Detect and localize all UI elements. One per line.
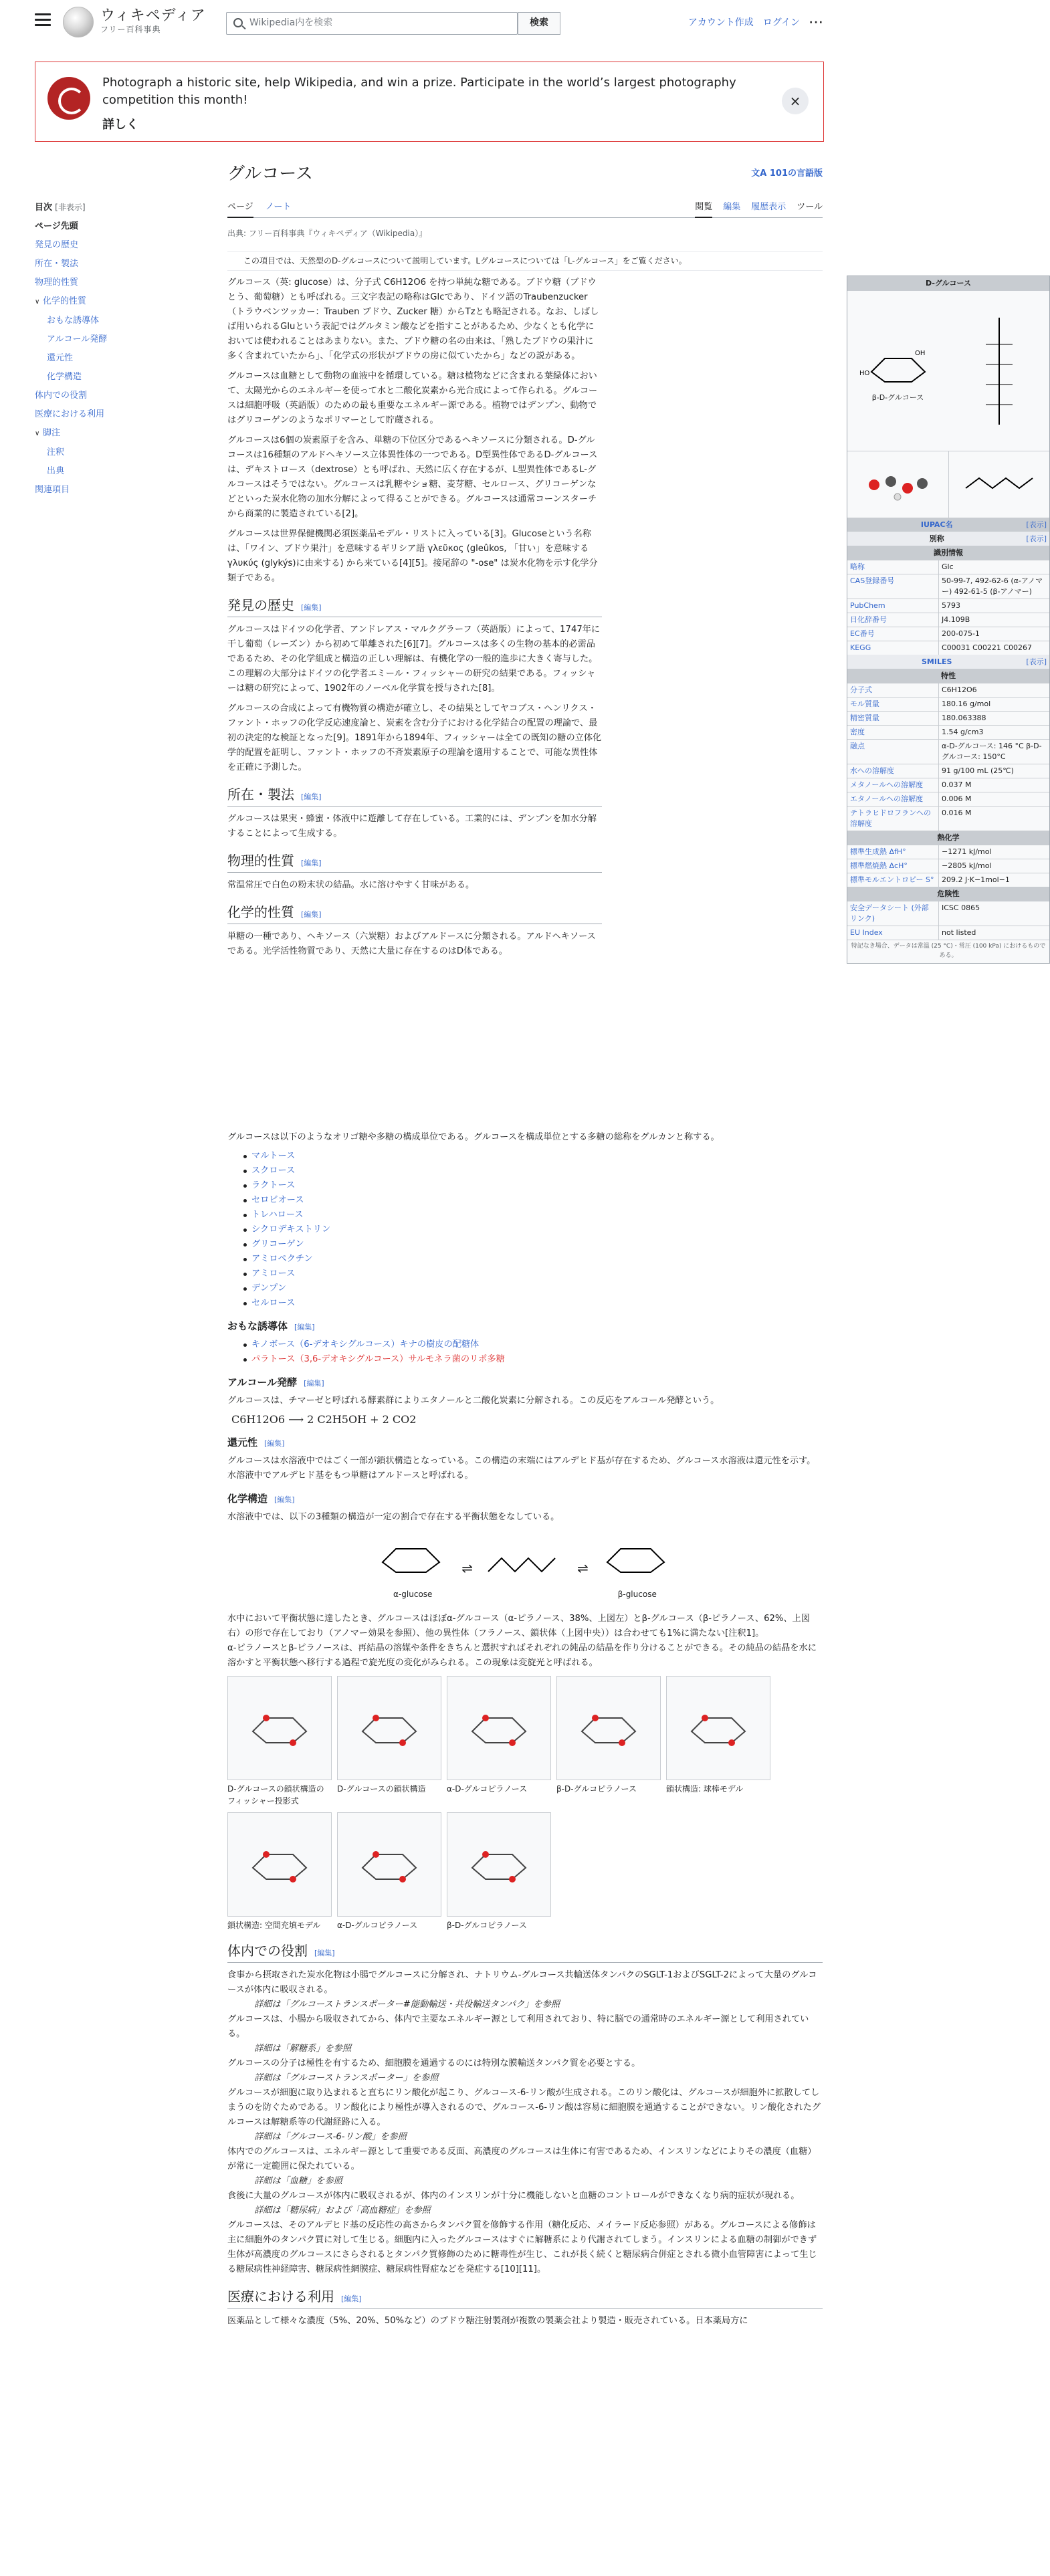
derivative-item[interactable]: キノボース（6-デオキシグルコース）キナの樹皮の配糖体 [241,1337,823,1352]
gallery-caption: 鎖状構造: 球棒モデル [666,1784,744,1794]
haworth-image[interactable] [847,291,948,451]
paragraph: 単糖の一種であり、ヘキソース（六炭糖）およびアルドースに分類される。アルドヘキソースである。光学活性物質であり、天然に大量に存在するのはD体である。 [227,932,596,956]
edit-link[interactable]: [編集] [264,1439,285,1448]
section-heading: 所在・製法 [編集] [227,787,602,807]
hatnote: この項目では、天然型のD-グルコースについて説明しています。Lグルコースについては「L-グルコース」をご覧ください。 [227,251,823,271]
paragraph: 水中において平衡状態に達したとき、グルコースはほぼα-グルコース（α-ピラノース、38%、上図左）とβ-グルコース（β-ピラノース、62%、上図右）の形で存在しており（アノマー効果を参照）、他の異性体（フラノース、鎖状体（上図中央））は合わせても1%に満たない[注釈1]。 [227,1614,810,1638]
infobox-value: C6H12O6 [938,683,1049,697]
section-heading: 医療における利用 [編集] [227,2289,823,2309]
paragraph: グルコース（英: glucose）は、分子式 C6H12O6 を持つ単純な糖である。ブドウ糖（ブドウとう、葡萄糖）とも呼ばれる。三文字表記の略称はGlcであり、ドイツ語のTraubenzucker（トラウベンツッカー：Trauben ブドウ、Zucker 糖）からTzとも略記される。なお、しばしば用いられるGluという表記ではグルタミン酸などを指すことがあるため、少なくとも化学においては使われることはあまりない。また、ブドウ糖の名の由来は、「熟したブドウの果汁に多く含まれていたから」、「化学式の形状がブドウの房に似ていたから」などの説がある。 [227,278,599,361]
other-names-row: 別称 [表示] [847,532,1049,546]
list-item[interactable]: トレハロース [241,1208,823,1222]
list-item[interactable]: シクロデキストリン [241,1222,823,1237]
section-heading: 物理的性質 [編集] [227,853,602,873]
toc-item[interactable] [35,443,195,462]
section-heading: 発見の歴史 [編集] [227,598,602,617]
paragraph: グルコースは果実・蜂蜜・体液中に遊離して存在している。工業的には、デンプンを加水分解することによって生成する。 [227,814,597,839]
toc-item[interactable] [35,349,195,368]
create-account-link[interactable]: アカウント作成 [688,17,754,28]
subsection-heading: 化学構造 [編集] [227,1493,295,1505]
infobox-row [847,560,1049,574]
infobox-value: 50-99-7, 492-62-6 (α-アノマー) 492-61-5 (β-アノマー) [938,574,1049,599]
table-of-contents [35,198,195,500]
infobox-row [847,725,1049,739]
paragraph: 食事から摂取された炭水化物は小腸でグルコースに分解され、ナトリウム-グルコース共輸送体タンパクのSGLT-1およびSGLT-2によって大量のグルコースが体内に吸収される。 [227,1970,817,1995]
gallery-caption: α-D-グルコピラノース [337,1921,418,1930]
infobox-value: not listed [938,926,1049,940]
toc-hide-link[interactable]: [非表示] [55,203,86,212]
site-header [0,0,859,45]
toc-item[interactable] [35,368,195,387]
tab-read[interactable]: 閲覧 [695,201,712,218]
gallery-caption: 鎖状構造: 空間充填モデル [227,1921,321,1930]
toc-item-label: 化学構造 [47,372,82,382]
identifiers-header: 識別情報 [847,546,1049,560]
infobox-value: Glc [938,560,1049,574]
subsection-heading: アルコール発酵 [編集] [227,1376,324,1388]
see-also-note: 詳細は「解糖系」を参照 [254,2044,352,2054]
infobox-row [847,697,1049,711]
infobox-key[interactable]: 標準生成熱 ΔfH° [850,847,906,857]
infobox-key[interactable]: 密度 [850,728,865,737]
search-icon [233,18,243,27]
infobox-row [847,599,1049,613]
gallery-caption: β-D-グルコピラノース [447,1921,527,1930]
infobox-value: ICSC 0865 [938,901,1049,926]
infobox-row [847,764,1049,778]
infobox-value: 200-075-1 [938,627,1049,641]
toc-item[interactable] [35,481,195,500]
toc-item[interactable] [35,330,195,349]
infobox-key[interactable]: PubChem [850,601,885,611]
user-links [688,16,824,31]
list-item[interactable]: グリコーゲン [241,1237,823,1252]
paragraph: グルコースは、そのアルデヒド基の反応性の高さからタンパク質を修飾する作用（糖化反応、メイラード反応参照）がある。グルコースによる修飾は主に細胞外のタンパク質に対して生じる。細胞内に入ったグルコースはすぐに解糖系により代謝されてしまう。インスリンによる血糖の制御ができず生体が高濃度のグルコースにさらされるとタンパク質修飾のために糖毒性が生じ、これが長く続くと糖尿病合併症とされる微小血管障害によって生じる糖尿病性神経障害、糖尿病性網膜症、糖尿病性腎症などを発症する[10][11]。 [227,2220,817,2274]
infobox-value: α-D-グルコース: 146 °C β-D-グルコース: 150°C [938,740,1049,764]
infobox-value: 1.54 g/cm3 [938,726,1049,739]
toc-item-label: 所在・製法 [35,259,79,269]
properties-header: 特性 [847,669,1049,683]
toc-item[interactable] [35,236,195,255]
edit-link[interactable]: [編集] [301,792,322,801]
toc-item[interactable] [35,405,195,424]
language-button[interactable]: 文A 101の言語版 [751,169,823,179]
see-also-note: 詳細は「グルコース-6-リン酸」を参照 [254,2132,407,2142]
infobox-key[interactable]: テトラヒドロフランへの溶解度 [850,809,931,829]
edit-link[interactable]: [編集] [274,1495,295,1504]
molecule-image[interactable] [337,1676,441,1780]
section-heading: 体内での役割 [編集] [227,1943,823,1963]
paragraph: グルコースは6個の炭素原子を含み、単糖の下位区分であるヘキソースに分類される。D-グルコースは16種類のアルドヘキソース立体異性体の一つである。D型異性体であるD-グルコースは、デキストロース（dextrose）とも呼ばれ、天然に広く存在するが、L型異性体であるL-グルコースはそうではない。グルコースは乳糖やショ糖、麦芽糖、セルロース、グリコーゲンなどといった炭水化物の加水分解によって得ることができる。グルコースは通常コーンスターチから商業的に製造されている[2]。 [227,435,598,519]
infobox [847,276,1050,964]
gallery-item[interactable] [666,1676,770,1807]
beta-label: β-glucose [617,1589,657,1599]
molecule-image[interactable] [447,1812,551,1917]
fermentation-equation: C6H12O6 ⟶ 2 C2H5OH + 2 CO2 [231,1413,417,1426]
toc-item[interactable] [35,217,195,236]
subsection-heading: 還元性 [編集] [227,1436,285,1448]
edit-link[interactable]: [編集] [301,859,322,867]
tab-tools[interactable]: ツール [797,202,823,212]
toc-item[interactable] [35,312,195,330]
infobox-row [847,778,1049,792]
toc-item-label: ページ先頭 [35,221,78,231]
toc-toggle-icon[interactable]: ∨ [35,298,40,306]
toc-item-label: 注釈 [47,447,65,457]
infobox-key[interactable]: CAS登録番号 [850,576,895,586]
toc-item-label: 出典 [47,466,65,476]
infobox-value: J4.109B [938,613,1049,627]
infobox-key[interactable]: モル質量 [850,700,879,709]
list-item[interactable]: アミロペクチン [241,1252,823,1267]
list-item[interactable]: セロビオース [241,1193,823,1208]
tab-page[interactable]: ページ [227,201,253,218]
iupac-row: IUPAC名 [表示] [847,518,1049,532]
source-line: 出典: フリー百科事典『ウィキペディア（Wikipedia）』 [227,229,427,238]
list-item[interactable]: スクロース [241,1164,823,1178]
infobox-value: 0.037 M [938,778,1049,792]
infobox-row [847,627,1049,641]
equilibrium-image[interactable]: α-glucose ⇌ ⇌ β-glucose [227,1525,823,1612]
infobox-row [847,739,1049,764]
search-placeholder: Wikipedia内を検索 [249,17,333,29]
infobox-row [847,806,1049,831]
infobox-row [847,711,1049,725]
banner-text: Photograph a historic site, help Wikipedia, and win a prize. Participate in the world’s largest photography competition this month! [102,76,736,107]
toc-item[interactable] [35,292,195,312]
toc-heading: 目次 [非表示] [35,203,86,213]
infobox-value: 180.16 g/mol [938,697,1049,711]
gallery-item[interactable] [556,1676,661,1807]
gallery-caption: D-グルコースの鎖状構造のフィッシャー投影式 [227,1784,324,1806]
gallery-caption: D-グルコースの鎖状構造 [337,1784,426,1794]
infobox-row [847,873,1049,887]
banner-more-link[interactable]: 詳しく [102,118,138,132]
infobox-key[interactable]: 水への溶解度 [850,766,894,776]
camera-icon [47,77,90,120]
infobox-key[interactable]: 略称 [850,562,865,572]
wordmark-tagline: フリー百科事典 [100,25,161,34]
section-heading: 化学的性質 [編集] [227,905,602,924]
chain-image[interactable] [948,451,1050,518]
wordmark-title: ウィキペディア [100,7,206,24]
infobox-row [847,859,1049,873]
molecule-image[interactable] [227,1812,332,1917]
paragraph: グルコースは血糖として動物の血液中を循環している。糖は植物などに含まれる葉緑体において、太陽光からのエネルギーを使って水と二酸化炭素から光合成によって作られる。グルコースは細胞呼吸（英語版）のための最も重要なエネルギー源である。植物ではデンプン、動物ではグリコーゲンのようなポリマーとして貯蔵される。 [227,371,598,425]
toc-item-label: 関連項目 [35,485,70,495]
infobox-value: −1271 kJ/mol [938,845,1049,859]
infobox-key[interactable]: 融点 [850,742,865,751]
model-images [847,451,1049,518]
infobox-key[interactable]: 日化辞番号 [850,615,887,625]
paragraph: 水溶液中では、以下の3種類の構造が一定の割合で存在する平衡状態をなしている。 [227,1512,560,1522]
login-link[interactable]: ログイン [762,17,801,28]
main-menu-icon[interactable] [35,13,51,28]
wordmark[interactable] [100,8,206,35]
gallery-item[interactable] [447,1812,551,1931]
toc-item-label: 脚注 [43,428,61,438]
infobox-footnote: 特記なき場合、データは常温 (25 °C)・常圧 (100 kPa) におけるものである。 [847,940,1049,963]
paragraph: グルコースはドイツの化学者、アンドレアス・マルクグラーフ（英語版）によって、1747年に干し葡萄（レーズン）から初めて単離された[6][7]。グルコースは多くの生物の基本的必需品であるため、その化学組成と構造の正しい理解は、有機化学の一般的進歩に大きく寄与した。この理解の大部分はドイツの化学者エミール・フィッシャーの研究の結果である。フィッシャーは糖の研究によって、1902年のノーベル化学賞を授与された[8]。 [227,625,601,693]
structure-images [847,290,1049,451]
infobox-value: 0.006 M [938,792,1049,806]
structure-gallery [227,1676,823,1807]
infobox-row [847,926,1049,940]
infobox-key[interactable]: エタノールへの溶解度 [850,794,924,804]
paragraph: グルコースは以下のようなオリゴ糖や多糖の構成単位である。グルコースを構成単位とする多糖の総称をグルカンと称する。 [227,1132,720,1142]
infobox-key[interactable]: EC番号 [850,629,875,639]
gallery-item[interactable] [447,1676,551,1807]
tab-history[interactable]: 履歴表示 [751,202,786,212]
infobox-key[interactable]: 標準モルエントロピー S° [850,875,934,885]
edit-link[interactable]: [編集] [301,910,322,919]
toc-item[interactable] [35,255,195,274]
edit-link[interactable]: [編集] [341,2294,362,2303]
tab-edit[interactable]: 編集 [723,202,741,212]
infobox-key[interactable]: KEGG [850,643,871,653]
paragraph: グルコースの分子は極性を有するため、細胞膜を通過するのには特別な膜輸送タンパク質を必要とする。 [227,2058,641,2068]
gallery-caption: β-D-グルコピラノース [556,1784,637,1794]
infobox-row [847,613,1049,627]
molecule-image[interactable] [556,1676,661,1780]
infobox-row [847,792,1049,806]
molecule-image[interactable] [227,1676,332,1780]
paragraph: グルコースは、小腸から吸収されてから、体内で主要なエネルギー源として利用されており、特に脳での通常時のエネルギー源として利用されている。 [227,2014,809,2039]
edit-link[interactable]: [編集] [304,1379,324,1388]
toc-item[interactable] [35,387,195,405]
paragraph: 医薬品として様々な濃度（5%、20%、50%など）のブドウ糖注射製剤が複数の製薬会社より製造・販売されている。日本薬局方に [227,2316,748,2326]
infobox-key[interactable]: 標準燃焼熱 ΔcH° [850,861,908,871]
svg-text:OH: OH [914,350,925,358]
close-icon[interactable]: × [782,88,809,114]
toc-item-label: 体内での役割 [35,391,88,401]
more-options-icon[interactable]: ··· [809,17,824,28]
paragraph: グルコースは水溶液中ではごく一部が鎖状構造となっている。この構造の末端にはアルデヒド基が存在するため、グルコース水溶液は還元性を示す。水溶液中でアルデヒド基をもつ単糖はアルドースと呼ばれる。 [227,1456,816,1481]
beta-label: β-D-グルコース [871,393,924,403]
toc-item-label: おもな誘導体 [47,316,100,326]
infobox-value: 5793 [938,599,1049,613]
campaign-banner [35,62,824,142]
gallery-item[interactable] [227,1812,332,1931]
infobox-key[interactable]: メタノールへの溶解度 [850,780,924,790]
see-also-note: 詳細は「血糖」を参照 [254,2176,342,2186]
infobox-title: D-グルコース [847,276,1049,290]
svg-text:HO: HO [859,370,869,378]
chemical-section [227,1130,823,2329]
list-item[interactable]: デンプン [241,1281,823,1296]
toc-item-label: 物理的性質 [35,278,79,288]
infobox-key[interactable]: 分子式 [850,685,872,695]
toc-item-label: 還元性 [47,353,74,363]
molecule-image[interactable] [447,1676,551,1780]
infobox-value: −2805 kJ/mol [938,859,1049,873]
see-also-note: 詳細は「糖尿病」および「高血糖症」を参照 [254,2206,431,2216]
edit-link[interactable]: [編集] [301,603,322,612]
infobox-value: 209.2 J·K−1mol−1 [938,873,1049,887]
toc-item-label: アルコール発酵 [47,334,108,344]
page-title: グルコース [227,164,313,184]
infobox-value: 91 g/100 mL (25℃) [938,764,1049,778]
page-tabs [227,198,823,218]
list-item[interactable]: アミロース [241,1267,823,1281]
edit-link[interactable]: [編集] [294,1323,315,1331]
infobox-row [847,901,1049,926]
paragraph: グルコースが細胞に取り込まれると直ちにリン酸化が起こり、グルコース-6-リン酸が生成される。このリン酸化は、グルコースが細胞外に拡散してしまうのを防ぐためである。リン酸化により極性が導入されるので、グルコース-6-リン酸は容易に細胞膜を通過することができない。リン酸化されたグルコースは解糖系等の代謝経路に入る。 [227,2088,821,2127]
subsection-heading: おもな誘導体 [編集] [227,1320,315,1332]
hazards-header: 危険性 [847,887,1049,901]
list-item[interactable]: セルロース [241,1296,823,1311]
wikipedia-logo[interactable] [63,7,94,37]
paragraph: グルコースは世界保健機関必須医薬品モデル・リストに入っている[3]。Glucoseという名称は、「ワイン、ブドウ果汁」を意味するギリシア語 γλεῦκος (gleûkos, 「甘い」を意味するγλυκύς (glykýs)に由来する) から来ている[4][5]。接尾辞の "-ose" は炭水化物を示す化学分類子である。 [227,529,598,583]
alpha-label: α-glucose [393,1589,433,1599]
toc-item-label: 医療における利用 [35,409,105,419]
infobox-key[interactable]: 精密質量 [850,714,879,723]
toc-item[interactable] [35,274,195,292]
paragraph: グルコースの合成によって有機物質の構造が確立し、その結果としてヤコブス・ヘンリクス・ファント・ホッフの化学反応速度論と、炭素を含む分子における化学結合の配置の理論で、最初の決定的な検証となった[9]。1891年から1894年、フィッシャーは全ての既知の糖の立体化学的配置を証明し、ファント・ホッフの不斉炭素原子の理論を適用することで、可能な異性体を正確に予測した。 [227,704,602,772]
infobox-row [847,683,1049,697]
see-also-note: 詳細は「グルコーストランスポーター#能動輸送・共役輸送タンパク」を参照 [254,2000,560,2010]
paragraph: α-ピラノースとβ-ピラノースは、再結晶の溶媒や条件をきちんと選択すればそれぞれの純品の結晶を作り分けることができる。その純品の結晶を水に溶かすと平衡状態へ移行する過程で旋光度の変化がみられる。この現象は変旋光と呼ばれる。 [227,1643,817,1668]
paragraph: 常温常圧で白色の粉末状の結晶。水に溶けやすく甘味がある。 [227,880,475,890]
see-also-note: 詳細は「グルコーストランスポーター」を参照 [254,2073,439,2083]
tab-talk[interactable]: ノート [265,202,292,212]
paragraph: グルコースは、チマーゼと呼ばれる酵素群によりエタノールと二酸化炭素に分解される。この反応をアルコール発酵という。 [227,1396,720,1406]
toc-item-label: 化学的性質 [43,296,87,306]
molecule-image[interactable] [337,1812,441,1917]
fischer-image[interactable] [948,291,1049,451]
infobox-value: C00031 C00221 C00267 [938,641,1049,655]
infobox-key[interactable]: EU Index [850,928,883,938]
infobox-key[interactable]: 安全データシート (外部リンク) [850,903,929,924]
paragraph: 体内でのグルコースは、エネルギー源として重要である反面、高濃度のグルコースは生体に有害であるため、インスリンなどによりその濃度（血糖）が常に一定範囲に保たれている。 [227,2147,817,2171]
thermo-header: 熱化学 [847,831,1049,845]
polysaccharide-list [241,1149,823,1311]
toc-toggle-icon[interactable]: ∨ [35,430,40,437]
derivative-item[interactable]: パラトース（3,6-デオキシグルコース）サルモネラ菌のリポ多糖 [241,1352,823,1367]
smiles-row: SMILES [表示] [847,655,1049,669]
ball-stick-image[interactable] [847,451,948,518]
edit-link[interactable]: [編集] [314,1949,335,1957]
article [227,160,1047,960]
toc-item[interactable] [35,462,195,481]
article-intro [227,276,602,964]
gallery-item[interactable] [227,1676,332,1807]
infobox-row [847,641,1049,655]
gallery-item[interactable] [337,1812,441,1931]
search-input[interactable] [226,12,518,35]
toc-item[interactable] [35,424,195,443]
infobox-value: 0.016 M [938,807,1049,831]
list-item[interactable]: ラクトース [241,1178,823,1193]
search-button[interactable]: 検索 [518,12,560,35]
infobox-row [847,845,1049,859]
molecule-image[interactable] [666,1676,770,1780]
list-item[interactable]: マルトース [241,1149,823,1164]
infobox-value: 180.063388 [938,712,1049,725]
gallery-caption: α-D-グルコピラノース [447,1784,528,1794]
paragraph: 食後に大量のグルコースが体内に吸収されるが、体内のインスリンが十分に機能しないと血糖のコントロールができなくなり病的症状が現れる。 [227,2191,800,2201]
toc-item-label: 発見の歴史 [35,240,79,250]
infobox-row [847,574,1049,599]
model-gallery [227,1812,823,1931]
gallery-item[interactable] [337,1676,441,1807]
